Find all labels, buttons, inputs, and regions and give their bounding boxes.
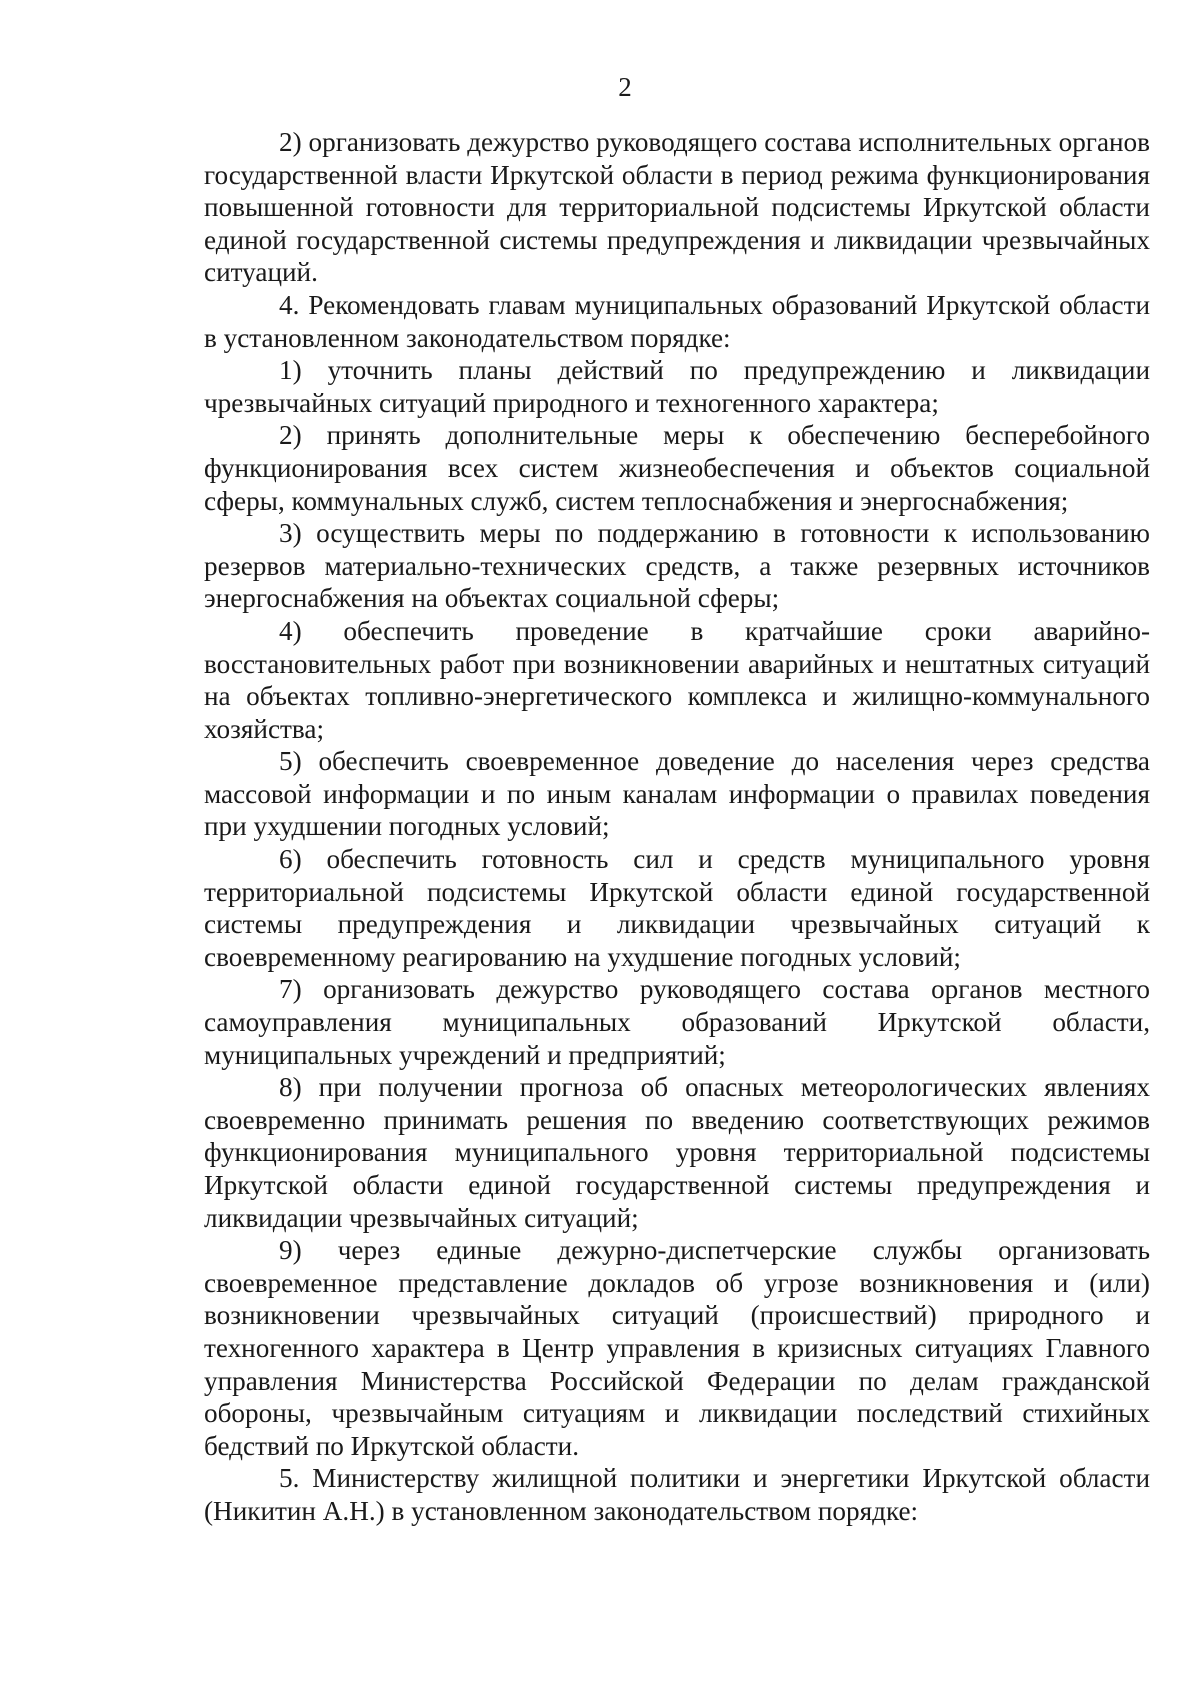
page-number: 2 <box>618 72 632 102</box>
paragraph-item-2-duty: 2) организовать дежурство руководящего состава исполнительных органов государственной власти Иркутской области в период режима функционирования повышенной готовности для территориальной подсистемы Иркутской области единой государственной системы предупреждения и ликвидации чрезвычайных ситуаций. <box>204 127 1150 288</box>
paragraph-item-8: 8) при получении прогноза об опасных метеорологических явлениях своевременно принимать решения по введению соответствующих режимов функционирования муниципального уровня территориальной подсистемы Иркутской области единой государственной системы предупреждения и ликвидации чрезвычайных ситуаций; <box>204 1072 1150 1233</box>
paragraph-item-2: 2) принять дополнительные меры к обеспечению бесперебойного функционирования всех систем жизнеобеспечения и объектов социальной сферы, коммунальных служб, систем теплоснабжения и энергоснабжения; <box>204 420 1150 516</box>
paragraph-item-6: 6) обеспечить готовность сил и средств муниципального уровня территориальной подсистемы Иркутской области единой государственной системы предупреждения и ликвидации чрезвычайных ситуаций к своевременному реагированию на ухудшение погодных условий; <box>204 844 1150 972</box>
paragraph-item-5: 5) обеспечить своевременное доведение до населения через средства массовой информации и по иным каналам информации о правилах поведения при ухудшении погодных условий; <box>204 746 1150 842</box>
paragraph-item-1: 1) уточнить планы действий по предупреждению и ликвидации чрезвычайных ситуаций природного и техногенного характера; <box>204 355 1150 418</box>
document-body <box>204 126 1150 1528</box>
paragraph-item-9: 9) через единые дежурно-диспетчерские службы организовать своевременное представление докладов об угрозе возникновения и (или) возникновении чрезвычайных ситуаций (происшествий) природного и техногенного характера в Центр управления в кризисных ситуациях Главного управления Министерства Российской Федерации по делам гражданской обороны, чрезвычайным ситуациям и ликвидации последствий стихийных бедствий по Иркутской области. <box>204 1235 1150 1461</box>
paragraph-section-5: 5. Министерству жилищной политики и энергетики Иркутской области (Никитин А.Н.) в установленном законодательством порядке: <box>204 1463 1150 1526</box>
paragraph-item-4: 4) обеспечить проведение в кратчайшие сроки аварийно-восстановительных работ при возникновении аварийных и нештатных ситуаций на объектах топливно-энергетического комплекса и жилищно-коммунального хозяйства; <box>204 615 1150 744</box>
paragraph-section-4: 4. Рекомендовать главам муниципальных образований Иркутской области в установленном законодательством порядке: <box>204 289 1150 353</box>
paragraph-item-3: 3) осуществить меры по поддержанию в готовности к использованию резервов материально-технических средств, а также резервных источников энергоснабжения на объектах социальной сферы; <box>204 518 1150 614</box>
paragraph-item-7: 7) организовать дежурство руководящего состава органов местного самоуправления муниципальных образований Иркутской области, муниципальных учреждений и предприятий; <box>204 974 1150 1070</box>
